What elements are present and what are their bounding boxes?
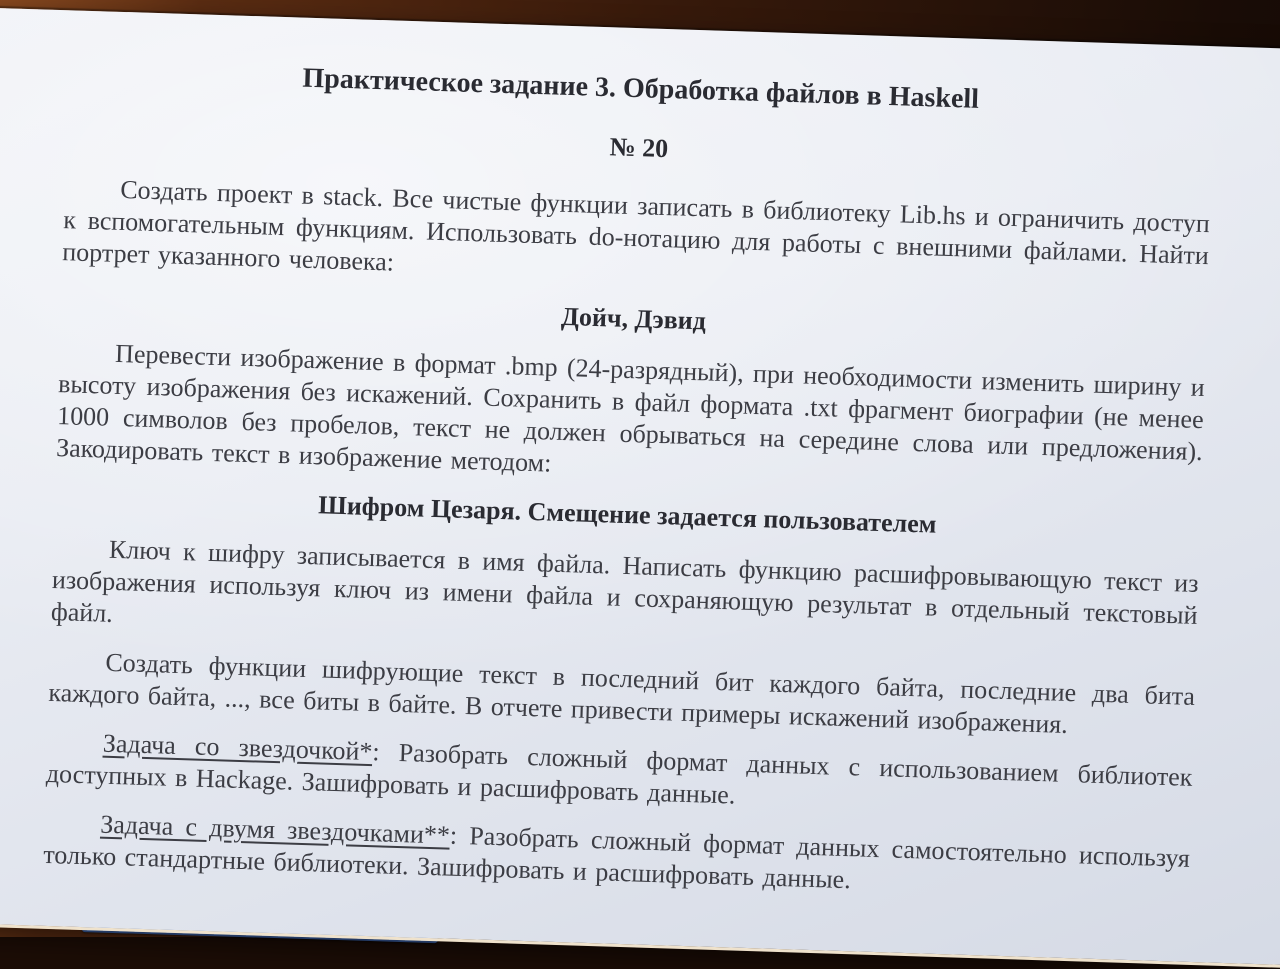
cipher-method-heading: Шифром Цезаря. Смещение задается пользователем — [317, 490, 937, 539]
paragraph-image-conversion: Перевести изображение в формат .bmp (24-разрядный), при необходимости изменить ширину и высоту изображения без искажений. Сохранить в файл формата .txt фрагмент биографии (не менее 1000 символов без пробелов, текст не должен обрываться на середине слова или предложения). Закодировать текст в изображение методом: — [55, 338, 1206, 478]
task-star-rest: : Разобрать сложный формат данных с использованием библиотек доступных в Hackage. Зашифровать и расшифровать данные. — [45, 737, 1193, 810]
paragraph-bit-encoding: Создать функции шифрующие текст в последний бит каждого байта, последние два бита каждого байта, ..., все биты в байте. В отчете привести примеры искажений изображения. — [48, 647, 1196, 739]
paragraph-task-star — [45, 726, 1192, 826]
paragraph-project-setup: Создать проект в stack. Все чистые функции записать в библиотеку Lib.hs и ограничить доступ к вспомогательным функциям. Использовать do-нотацию для работы с внешними файлами. Найти портрет указанного человека: — [61, 174, 1211, 277]
document-content — [42, 54, 1214, 924]
paragraph-task-double-star — [43, 807, 1190, 907]
task-star-lead: Задача со звездочкой* — [102, 728, 373, 767]
person-name-heading: Дойч, Дэвид — [560, 301, 707, 336]
paper-sheet — [0, 7, 1280, 969]
task-double-star-rest: : Разобрать сложный формат данных самостоятельно используя только стандартные библиотеки. Зашифровать и расшифровать данные. — [42, 820, 1191, 895]
paragraph-key-in-filename: Ключ к шифру записывается в имя файла. Написать функцию расшифровывающую текст из изображения используя ключ из имени файла и сохраняющую результат в отдельный текстовый файл. — [50, 534, 1199, 630]
assignment-number: № 20 — [609, 132, 669, 164]
document-title: Практическое задание 3. Обработка файлов в Haskell — [302, 62, 980, 115]
task-double-star-lead: Задача с двумя звездочками** — [99, 809, 451, 850]
